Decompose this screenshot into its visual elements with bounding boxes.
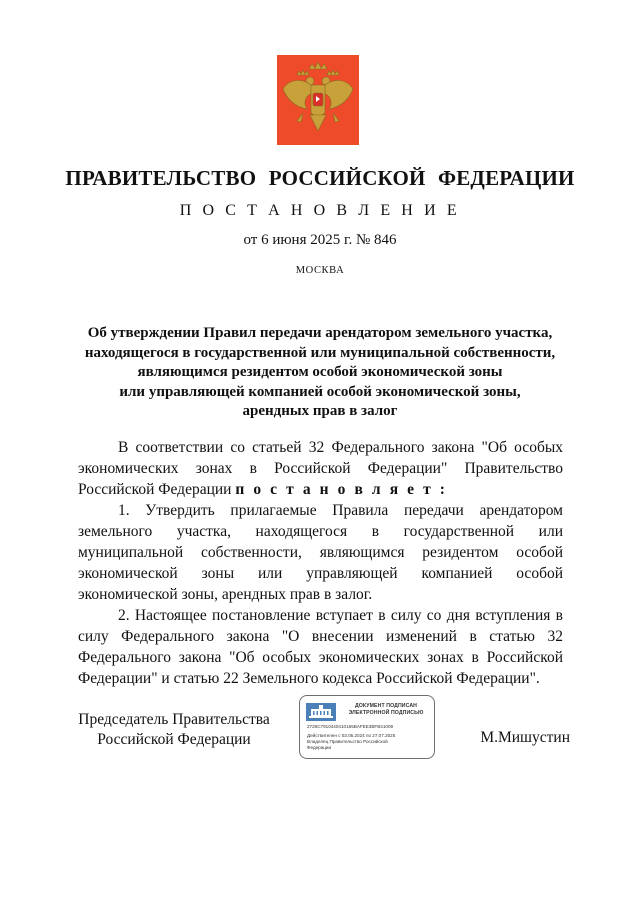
subject-line: арендных прав в залог — [242, 403, 398, 419]
document-date-number: от 6 июня 2025 г. № 846 — [243, 232, 397, 248]
preamble-paragraph — [78, 437, 563, 500]
government-building-icon — [306, 703, 336, 721]
item-1-paragraph: 1. Утвердить прилагаемые Правила передачи арендатором земельного участка, находящегося в государственной или муниципальной собственности, являющимся резидентом особой экономической зоны или управляющей компанией особой экономической зоны, арендных прав в залог. — [78, 502, 563, 603]
coat-of-arms-icon — [277, 55, 359, 145]
signer-position-line: Российской Федерации — [97, 731, 251, 748]
signature-heading — [340, 703, 432, 717]
electronic-signature-stamp — [299, 695, 435, 759]
preamble-text: В соответствии со статьей 32 Федерального закона "Об особых экономических зонах в Российской Федерации" Правительство Российской Федерации — [78, 439, 563, 498]
subject-line: или управляющей компанией особой экономической зоны, — [119, 383, 521, 400]
signer-position-line: Председатель Правительства — [78, 711, 270, 728]
certificate-serial: 2726C7910440410165BAFEE3BFB41009 — [307, 724, 394, 729]
subject-line: Об утверждении Правил передачи арендатором земельного участка, — [87, 325, 553, 341]
certificate-owner: Владелец Правительство Российской — [307, 739, 388, 744]
signature-heading-line: ДОКУМЕНТ ПОДПИСАН — [354, 703, 418, 709]
document-body — [78, 437, 563, 689]
signature-heading-line: ЭЛЕКТРОННОЙ ПОДПИСЬЮ — [348, 710, 424, 716]
certificate-validity: Действителен с 03.05.2024 по 27.07.2025 — [307, 733, 396, 738]
signer-name: М.Мишустин — [480, 729, 570, 746]
subject-line: являющимся резидентом особой экономической зоны — [137, 364, 503, 380]
document-city: МОСКВА — [295, 265, 345, 276]
document-type: П О С Т А Н О В Л Е Н И Е — [179, 202, 461, 219]
signer-position — [74, 710, 274, 750]
certificate-owner: Федерации — [307, 745, 332, 750]
government-title: ПРАВИТЕЛЬСТВО РОССИЙСКОЙ ФЕДЕРАЦИИ — [65, 166, 575, 190]
document-subject — [60, 324, 580, 422]
decree-word: п о с т а н о в л я е т : — [235, 481, 448, 498]
item-2-paragraph: 2. Настоящее постановление вступает в силу со дня вступления в силу Федерального закона "О внесении изменений в статью 32 Федерального закона "Об особых экономических зонах в Российской Федерации" и статью 22 Земельного кодекса Российской Федерации". — [78, 607, 563, 687]
subject-line: находящегося в государственной или муниципальной собственности, — [84, 344, 556, 361]
